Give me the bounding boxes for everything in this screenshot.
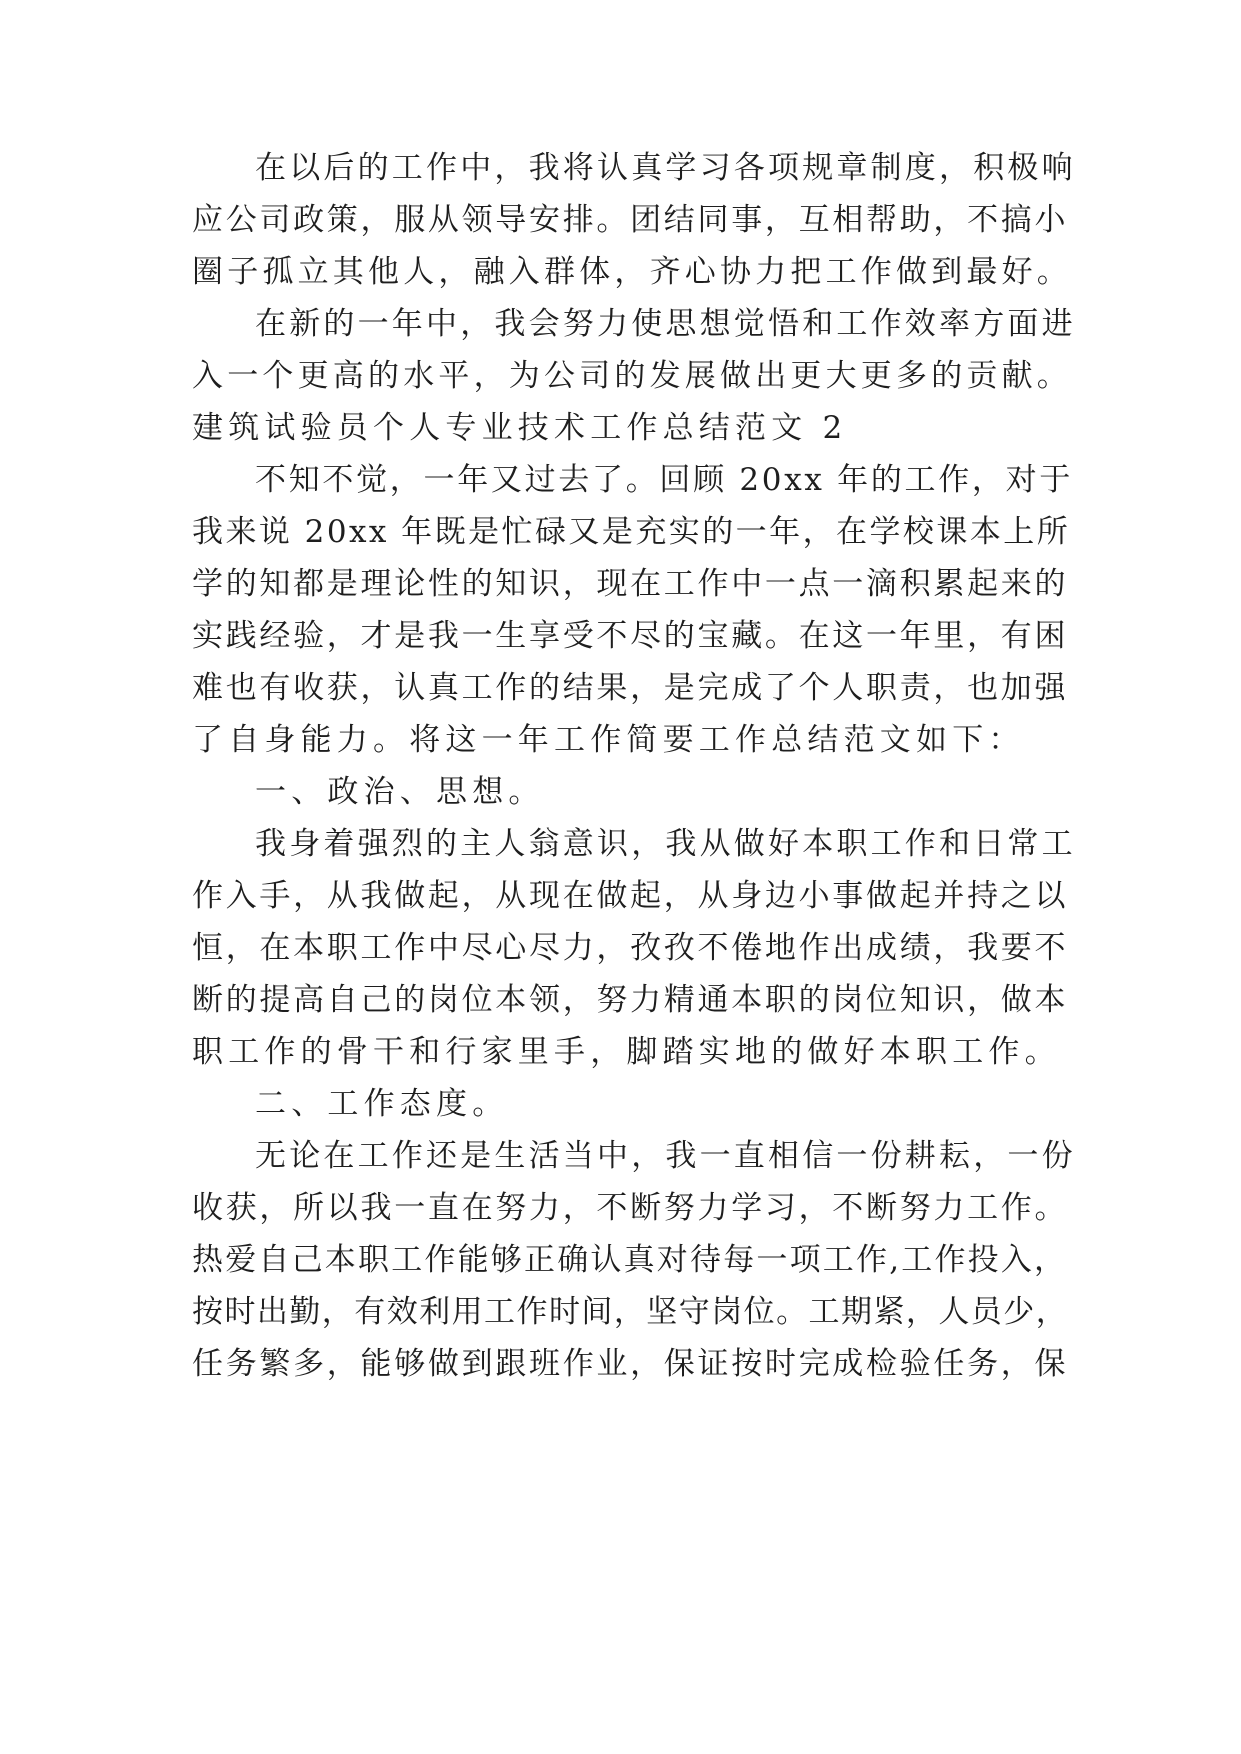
- paragraph-line: 实践经验，才是我一生享受不尽的宝藏。在这一年里，有困: [192, 618, 1069, 654]
- paragraph-line: 学的知都是理论性的知识，现在工作中一点一滴积累起来的: [192, 566, 1069, 602]
- paragraph-line: 应公司政策，服从领导安排。团结同事，互相帮助，不搞小: [192, 202, 1069, 238]
- paragraph-line: 职工作的骨干和行家里手，脚踏实地的做好本职工作。: [192, 1034, 1061, 1070]
- paragraph-line: 在新的一年中，我会努力使思想觉悟和工作效率方面进: [255, 306, 1076, 342]
- paragraph-line: 圈子孤立其他人，融入群体，齐心协力把工作做到最好。: [192, 254, 1072, 290]
- paragraph-line: 不知不觉，一年又过去了。回顾 20xx 年的工作，对于: [255, 462, 1074, 498]
- document-title: 建筑试验员个人专业技术工作总结范文 2: [192, 410, 848, 446]
- paragraph-line: 任务繁多，能够做到跟班作业，保证按时完成检验任务，保: [192, 1346, 1069, 1382]
- paragraph-line: 我来说 20xx 年既是忙碌又是充实的一年，在学校课本上所: [192, 514, 1071, 550]
- paragraph-line: 我身着强烈的主人翁意识，我从做好本职工作和日常工: [255, 826, 1076, 862]
- paragraph-line: 恒，在本职工作中尽心尽力，孜孜不倦地作出成绩，我要不: [192, 930, 1069, 966]
- section-heading: 一、政治、思想。: [255, 774, 545, 810]
- paragraph-line: 入一个更高的水平，为公司的发展做出更大更多的贡献。: [192, 358, 1072, 394]
- paragraph-line: 断的提高自己的岗位本领，努力精通本职的岗位知识，做本: [192, 982, 1069, 1018]
- paragraph-line: 无论在工作还是生活当中，我一直相信一份耕耘，一份: [255, 1138, 1076, 1174]
- paragraph-line: 了自身能力。将这一年工作简要工作总结范文如下：: [192, 722, 1025, 758]
- paragraph-line: 难也有收获，认真工作的结果，是完成了个人职责，也加强: [192, 670, 1069, 706]
- paragraph-line: 作入手，从我做起，从现在做起，从身边小事做起并持之以: [192, 878, 1069, 914]
- paragraph-line: 收获，所以我一直在努力，不断努力学习，不断努力工作。: [192, 1190, 1069, 1226]
- section-heading: 二、工作态度。: [255, 1086, 509, 1122]
- paragraph-line: 在以后的工作中，我将认真学习各项规章制度，积极响: [255, 150, 1076, 186]
- paragraph-line: 按时出勤，有效利用工作时间，坚守岗位。工期紧，人员少，: [192, 1294, 1069, 1330]
- paragraph-line: 热爱自己本职工作能够正确认真对待每一项工作,工作投入，: [192, 1242, 1068, 1278]
